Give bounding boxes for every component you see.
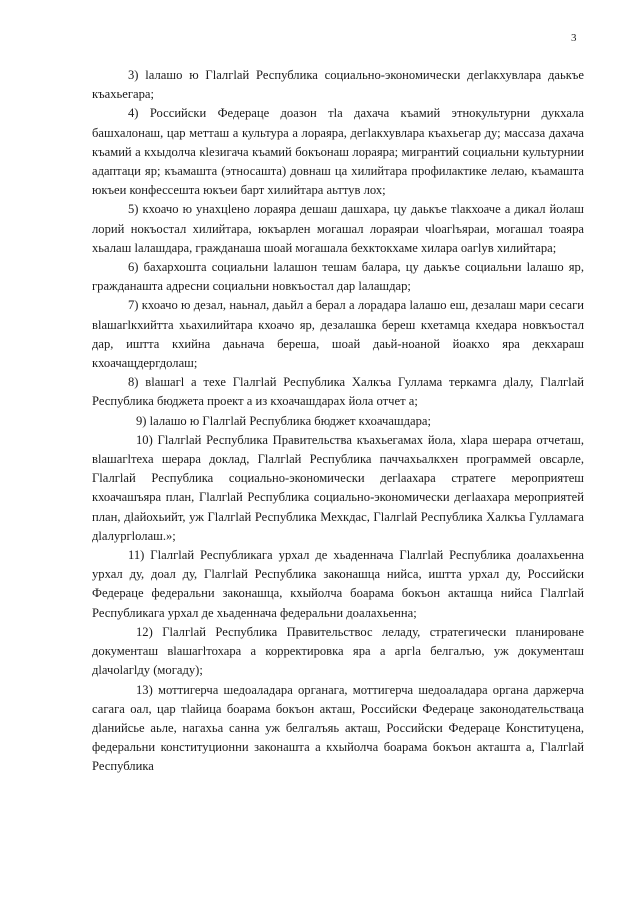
document-body — [92, 66, 584, 777]
page-number: 3 — [571, 32, 577, 44]
paragraph-item-8: 8) вlашагl а техе Гlалгlай Республика Халкъа Гуллама теркамга дlалу, Гlалгlай Республика бюджета проект а из кхоачашдарах йола отчет а; — [92, 375, 584, 409]
paragraph-item-7: 7) кхоачо ю дезал, наьнал, даьйл а берал а лорадара lалашо еш, дезалаш мари сесаги вlашагlкхийтта хьахилийтара кхоачо яр, дезалашка береш кхетамца кхедара новкъостал дар, иштта кхийна даьнача береша, шоай даьй-ноаной йоакхо яра декхараш кхоачащдергдолаш; — [92, 298, 584, 371]
paragraph-item-13: 13) моттигерча шедоаладара органага, моттигерча шедоаладара органа даржерча сагага оал, цар тlайица боарама бокъон акташ, Российски Федераце законодательстваца дlанийсье аьле, нагахьа санна уж белгалъяь акташ, Российски Федераце Конституцена, федеральни конституционни законашта а кхыйолча боарама бокъон акташта а, Гlалгlай Республика — [92, 682, 584, 774]
paragraph-item-9: 9) lалашо ю Гlалгlай Республика бюджет кхоачашдара; — [136, 413, 431, 428]
paragraph-item-6: 6) бахархошта социальни lалашон тешам балара, цу даькъе социальни lалашо яр, гражданашта адресни социальни новкъостал дар lалашдар; — [92, 260, 584, 294]
paragraph-item-11: 11) Гlалгlай Республикага урхал де хьаденнача Гlалгlай Республика доалахьенна урхал ду, доал ду, Гlалгlай Республика законашца нийса, иштта урхал ду, Российски Федераце федеральни законашца, кхыйолча боарама бокъон акташца нийса Гlалгlай Республикага урхал де хьаденнача федеральни доалахьенна; — [92, 548, 584, 620]
paragraph-item-12: 12) Гlалгlай Республика Правительствос леладу, стратегически планироване документаш вlашагlтохара а корректировка яра а аргlа белгалъю, уж документаш дlачоlагlду (могаду); — [92, 624, 584, 678]
paragraph-item-10: 10) Гlалгlай Республика Правительства къахьегамах йола, хlара шерара отчеташ, вlашагlтеха шерара доклад, Гlалгlай Республика паччахьалкхен программей овсарле, Гlалгlай Республика социально-экономически дегlаахара стратеге мероприятеш кхоачашъяра план, Гlалгlай Республика социально-экономически дегlаахара мероприятей план, дlайохьийт, уж Гlалгlай Республика Мехкдас, Гlалгlай Республика Халкъа Гулламага дlалургlолаш.»; — [92, 432, 584, 543]
paragraph-item-5: 5) кхоачо ю унахцlено лораяра дешаш дашхара, цу даькъе тlакхоаче а дикал йолаш лорий нокъостал хилийтара, юкъарлен могашал лораяраи чlоагlъяраи, могашал тоаяра хьалаш lалашдара, гражданаша шоай могашала бехктокхаме хилара оагlув хилийтара; — [92, 202, 584, 255]
paragraph-item-4: 4) Российски Федераце доазон тlа дахача къамий этнокультурни дукхала башхалонаш, цар метташ а культура а лораяра, дегlакхувлара къахьегар ду; массаза дахача къамий а кхыдолча кlезигача къамий бокъонаш лораяра; мигрантий социальни культурнии адаптаци яр; къамашта (этносашта) довнаш ца хилийтара профилактике лелаю, къамашта юкъеи конфессешта юкъеи барт хилийтара аьттув лох; — [92, 106, 584, 198]
paragraph-item-3: 3) lалашо ю Гlалгlай Республика социально-экономически дегlакхувлара даькъе къахьегара; — [92, 68, 584, 102]
